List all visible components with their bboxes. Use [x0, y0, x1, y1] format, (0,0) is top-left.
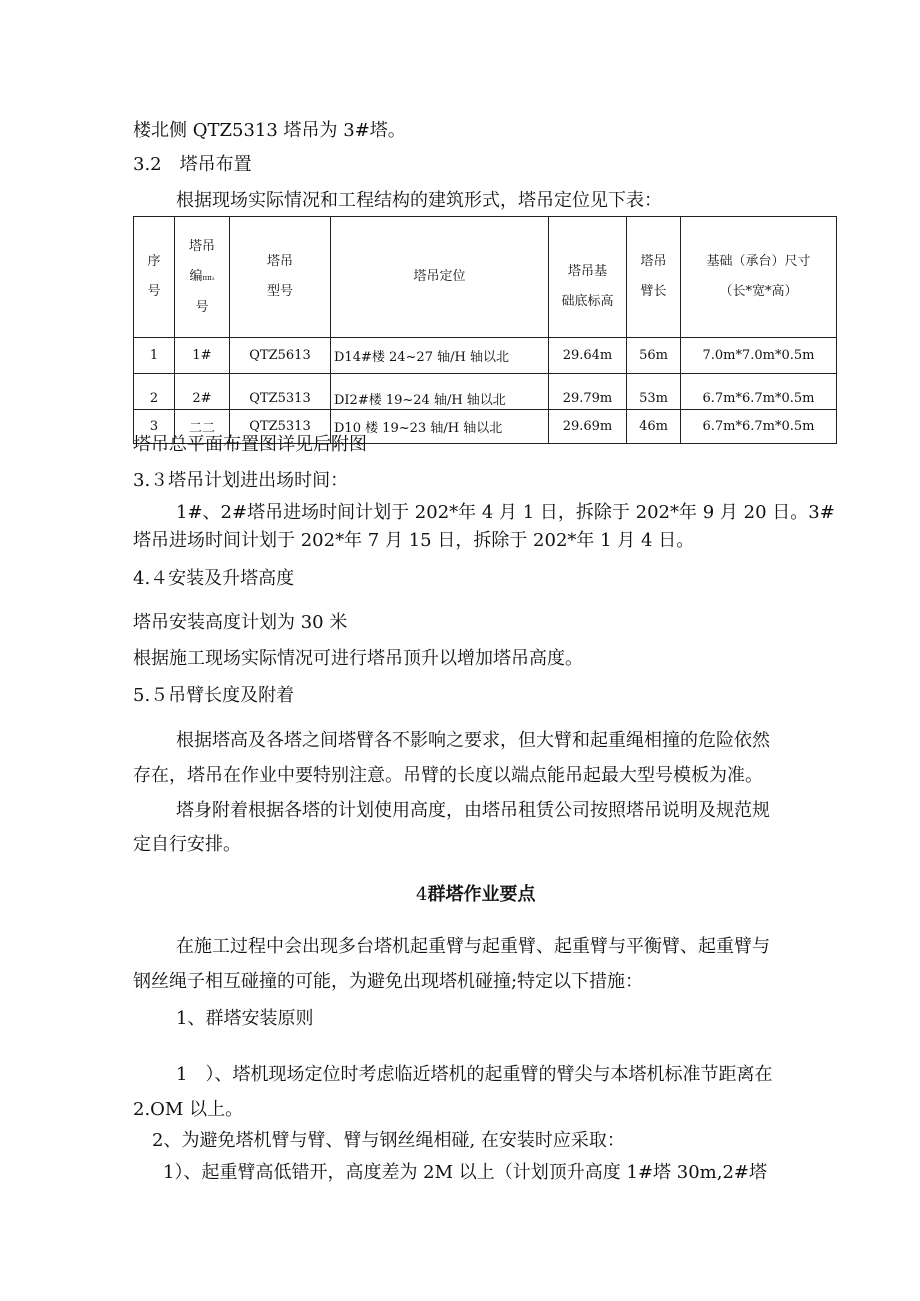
- cell-base-elevation: 29.79m: [549, 374, 627, 410]
- cell-foundation-size: 6.7m*6.7m*0.5m: [681, 410, 837, 444]
- cell-foundation-size: 7.0m*7.0m*0.5m: [681, 338, 837, 374]
- header-arm-length: 塔吊 臂长: [627, 217, 681, 338]
- cell-location: DI2#楼 19~24 轴/H 轴以北: [331, 374, 549, 410]
- text-line: 根据现场实际情况和工程结构的建筑形式，塔吊定位见下表：: [176, 190, 662, 211]
- header-code: 塔吊 编ππ₃ 号: [175, 217, 230, 338]
- text-line: 钢丝绳子相互碰撞的可能，为避免出现塔机碰撞;特定以下措施：: [133, 971, 644, 992]
- section-title: 群塔作业要点: [427, 884, 536, 905]
- header-model: 塔吊 型号: [230, 217, 331, 338]
- subsection-heading: 3.2 塔吊布置: [133, 154, 252, 175]
- cell-seq: 3: [134, 410, 175, 444]
- cell-code: 2#: [175, 374, 230, 410]
- cell-model: QTZ5613: [230, 338, 331, 374]
- header-base-elevation: 塔吊基 础底标高: [549, 217, 627, 338]
- tower-crane-table: [133, 216, 837, 444]
- cell-model: QTZ5313: [230, 374, 331, 410]
- cell-model: QTZ5313: [230, 410, 331, 444]
- table-row: [134, 338, 837, 374]
- header-foundation-size: 基础（承台）尺寸 （长*宽*高）: [681, 217, 837, 338]
- text-line: 在施工过程中会出现多台塔机起重臂与起重臂、起重臂与平衡臂、起重臂与: [176, 936, 770, 957]
- cell-base-elevation: 29.69m: [549, 410, 627, 444]
- list-heading: 1、群塔安装原则: [176, 1008, 314, 1029]
- cell-seq: 2: [134, 374, 175, 410]
- cell-code: 1#: [175, 338, 230, 374]
- cell-seq: 1: [134, 338, 175, 374]
- text-line: 塔吊安装高度计划为 30 米: [133, 612, 348, 633]
- header-location: 塔吊定位: [331, 217, 549, 338]
- text-line: 塔吊进场时间计划于 202*年 7 月 15 日，拆除于 202*年 1 月 4 日。: [133, 530, 695, 551]
- cell-base-elevation: 29.64m: [549, 338, 627, 374]
- header-seq: 序 号: [134, 217, 175, 338]
- table-row: [134, 374, 837, 410]
- text-line: 1）、起重臂高低错开，高度差为 2M 以上（计划顶升高度 1#塔 30m,2#塔: [163, 1162, 767, 1183]
- cell-location: D10 楼 19~23 轴/H 轴以北: [331, 410, 549, 444]
- table-header-row: [134, 217, 837, 338]
- text-line: 1 ）、塔机现场定位时考虑临近塔机的起重臂的臂尖与本塔机标准节距离在: [176, 1064, 773, 1085]
- subsection-heading: 4.４安装及升塔高度: [133, 568, 295, 589]
- cell-arm-length: 53m: [627, 374, 681, 410]
- text-line: 楼北侧 QTZ5313 塔吊为 3#塔。: [133, 120, 406, 141]
- text-line: 塔吊总平面布置图详见后附图: [133, 434, 367, 455]
- subsection-heading: 3.３塔吊计划进出场时间：: [133, 470, 349, 491]
- cell-foundation-size: 6.7m*6.7m*0.5m: [681, 374, 837, 410]
- text-line: 根据施工现场实际情况可进行塔吊顶升以增加塔吊高度。: [133, 648, 583, 669]
- cell-arm-length: 56m: [627, 338, 681, 374]
- list-heading: 2、为避免塔机臂与臂、臂与钢丝绳相碰, 在安装时应采取：: [152, 1130, 625, 1151]
- section-number: 4: [416, 884, 428, 905]
- cell-arm-length: 46m: [627, 410, 681, 444]
- text-line: 2.OM 以上。: [133, 1099, 244, 1120]
- text-line: 1#、2#塔吊进场时间计划于 202*年 4 月 1 日，拆除于 202*年 9 月 20 日。3#: [176, 502, 835, 523]
- text-line: 塔身附着根据各塔的计划使用高度，由塔吊租赁公司按照塔吊说明及规范规: [176, 800, 770, 821]
- section-heading: [416, 882, 535, 908]
- cell-code: 二二: [175, 410, 230, 444]
- text-line: 存在，塔吊在作业中要特别注意。吊臂的长度以端点能吊起最大型号模板为准。: [133, 765, 763, 786]
- subsection-heading: 5.５吊臂长度及附着: [133, 685, 295, 706]
- text-line: 定自行安排。: [133, 834, 241, 855]
- cell-location: D14#楼 24~27 轴/H 轴以北: [331, 338, 549, 374]
- text-line: 根据塔高及各塔之间塔臂各不影响之要求，但大臂和起重绳相撞的危险依然: [176, 730, 770, 751]
